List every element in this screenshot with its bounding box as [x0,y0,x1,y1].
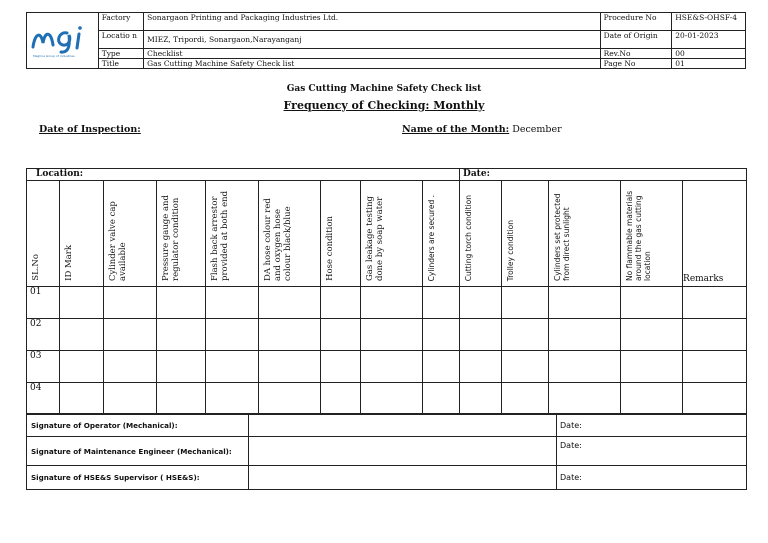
date-label: Date: [560,420,582,430]
page-value: 01 [672,59,746,69]
month-label: Name of the Month: [402,124,510,135]
date-label: Date: [560,473,582,482]
table-cell[interactable] [549,319,621,351]
factory-value: Sonargaon Printing and Packaging Industries Ltd. [144,13,600,31]
table-cell[interactable] [621,351,683,383]
type-value: Checklist [144,49,600,59]
table-cell[interactable] [361,319,423,351]
table-cell[interactable] [621,319,683,351]
table-cell[interactable] [259,351,321,383]
factory-label: Factory [98,13,143,31]
column-header [321,181,361,287]
column-header [206,181,259,287]
table-cell[interactable] [361,351,423,383]
logo-tagline: Meghna Group of Industries [33,53,75,58]
col-pressure-gauge: Pressure gauge and regulator condition [161,195,181,281]
table-cell[interactable] [60,319,104,351]
column-header [259,181,321,287]
document-header-table [26,12,746,69]
col-flash-back: Flash back arrestor provided at both end [210,190,230,281]
col-trolley: Trolley condition [506,219,516,281]
table-cell[interactable] [321,287,361,319]
signature-row [27,466,747,490]
column-header [502,181,549,287]
table-cell[interactable] [206,351,259,383]
maintenance-date-field[interactable] [557,437,747,466]
table-row [27,383,747,415]
column-header [621,181,683,287]
table-cell[interactable] [321,383,361,415]
column-header [27,181,60,287]
operator-signature-label: Signature of Operator (Mechanical): [27,414,249,437]
column-header [104,181,157,287]
table-cell[interactable] [683,351,747,383]
column-header [60,181,104,287]
table-cell[interactable] [259,383,321,415]
table-row [27,319,747,351]
date-cell [460,169,747,181]
col-hose-condition: Hose condition [325,216,335,281]
table-cell[interactable] [683,383,747,415]
table-cell[interactable] [206,287,259,319]
origin-value: 20-01-2023 [672,31,746,49]
column-header [549,181,621,287]
table-cell[interactable] [423,319,460,351]
table-cell[interactable] [423,351,460,383]
column-header [423,181,460,287]
location-cell [27,169,460,181]
procedure-value: HSE&S-OHSF-4 [672,13,746,31]
maintenance-signature-field[interactable] [249,437,557,466]
table-cell[interactable] [157,287,206,319]
table-cell[interactable] [502,383,549,415]
location-value: MIEZ, Tripordi, Sonargaon,Narayanganj [144,31,600,49]
operator-date-field[interactable] [557,414,747,437]
supervisor-signature-label: Signature of HSE&S Supervisor ( HSE&S): [27,466,249,490]
checklist-table [26,168,747,415]
table-cell[interactable] [321,351,361,383]
table-cell[interactable] [460,383,502,415]
col-id-mark: ID Mark [64,245,74,281]
col-gas-leakage: Gas leakage testing done by soap water [365,196,385,281]
table-cell[interactable] [206,319,259,351]
procedure-label: Procedure No [600,13,672,31]
table-cell[interactable] [104,383,157,415]
table-cell[interactable] [60,383,104,415]
table-cell[interactable] [460,287,502,319]
month-field [402,124,562,135]
month-value: December [512,124,562,135]
table-cell[interactable] [423,287,460,319]
table-cell[interactable] [157,383,206,415]
origin-label: Date of Origin [600,31,672,49]
operator-signature-field[interactable] [249,414,557,437]
table-cell[interactable] [621,383,683,415]
grid-location-label: Location: [36,169,84,179]
table-cell[interactable] [549,351,621,383]
col-hose-colour: DA hose colour red and oxygen hose colour black/blue [263,198,293,281]
page-label: Page No [600,59,672,69]
supervisor-date-field[interactable] [557,466,747,490]
table-cell[interactable] [259,287,321,319]
col-sl-no: SL.No [31,254,41,281]
logo-cell [27,13,99,69]
table-cell[interactable] [157,319,206,351]
table-cell[interactable] [549,287,621,319]
table-cell[interactable] [104,319,157,351]
table-cell[interactable] [60,351,104,383]
date-of-inspection-label: Date of Inspection: [39,124,141,135]
row-number: 04 [27,383,60,415]
col-remarks: Remarks [683,181,747,287]
table-cell[interactable] [259,319,321,351]
table-cell[interactable] [206,383,259,415]
rev-value: 00 [672,49,746,59]
table-cell[interactable] [460,351,502,383]
table-row [27,287,747,319]
location-label: Locatio n [98,31,143,49]
table-cell[interactable] [502,319,549,351]
table-cell[interactable] [683,319,747,351]
table-cell[interactable] [621,287,683,319]
column-header-row [27,181,747,287]
row-number: 01 [27,287,60,319]
table-cell[interactable] [683,287,747,319]
date-label: Date: [560,441,582,450]
table-cell[interactable] [157,351,206,383]
maintenance-signature-label: Signature of Maintenance Engineer (Mechanical): [27,437,249,466]
row-number: 02 [27,319,60,351]
table-cell[interactable] [104,287,157,319]
column-header [361,181,423,287]
title-label: Title [98,59,143,69]
table-cell[interactable] [502,351,549,383]
type-label: Type [98,49,143,59]
col-flammable: No flammable materials around the gas cutting location [625,190,653,281]
frequency-heading: Frequency of Checking: Monthly [283,99,485,112]
signature-table [26,413,747,490]
col-valve-cap: Cylinder valve cap available [108,201,128,281]
grid-date-label: Date: [463,169,490,179]
document-title: Gas Cutting Machine Safety Check list [286,84,482,94]
table-cell[interactable] [361,287,423,319]
title-value: Gas Cutting Machine Safety Check list [144,59,600,69]
row-number: 03 [27,351,60,383]
col-sunlight: Cylinders set protected from direct sunlight [553,193,572,281]
table-cell[interactable] [460,319,502,351]
rev-label: Rev.No [600,49,672,59]
col-cutting-torch: Cutting torch condition [464,194,474,281]
column-header [460,181,502,287]
column-header [157,181,206,287]
table-cell[interactable] [502,287,549,319]
supervisor-signature-field[interactable] [249,466,557,490]
table-cell[interactable] [321,319,361,351]
table-cell[interactable] [104,351,157,383]
signature-row [27,437,747,466]
table-cell[interactable] [361,383,423,415]
table-cell[interactable] [60,287,104,319]
company-logo [27,21,97,61]
table-cell[interactable] [549,383,621,415]
table-row [27,351,747,383]
table-cell[interactable] [423,383,460,415]
signature-row [27,414,747,437]
col-cylinders-secured: Cylinders are secured . [427,194,436,281]
